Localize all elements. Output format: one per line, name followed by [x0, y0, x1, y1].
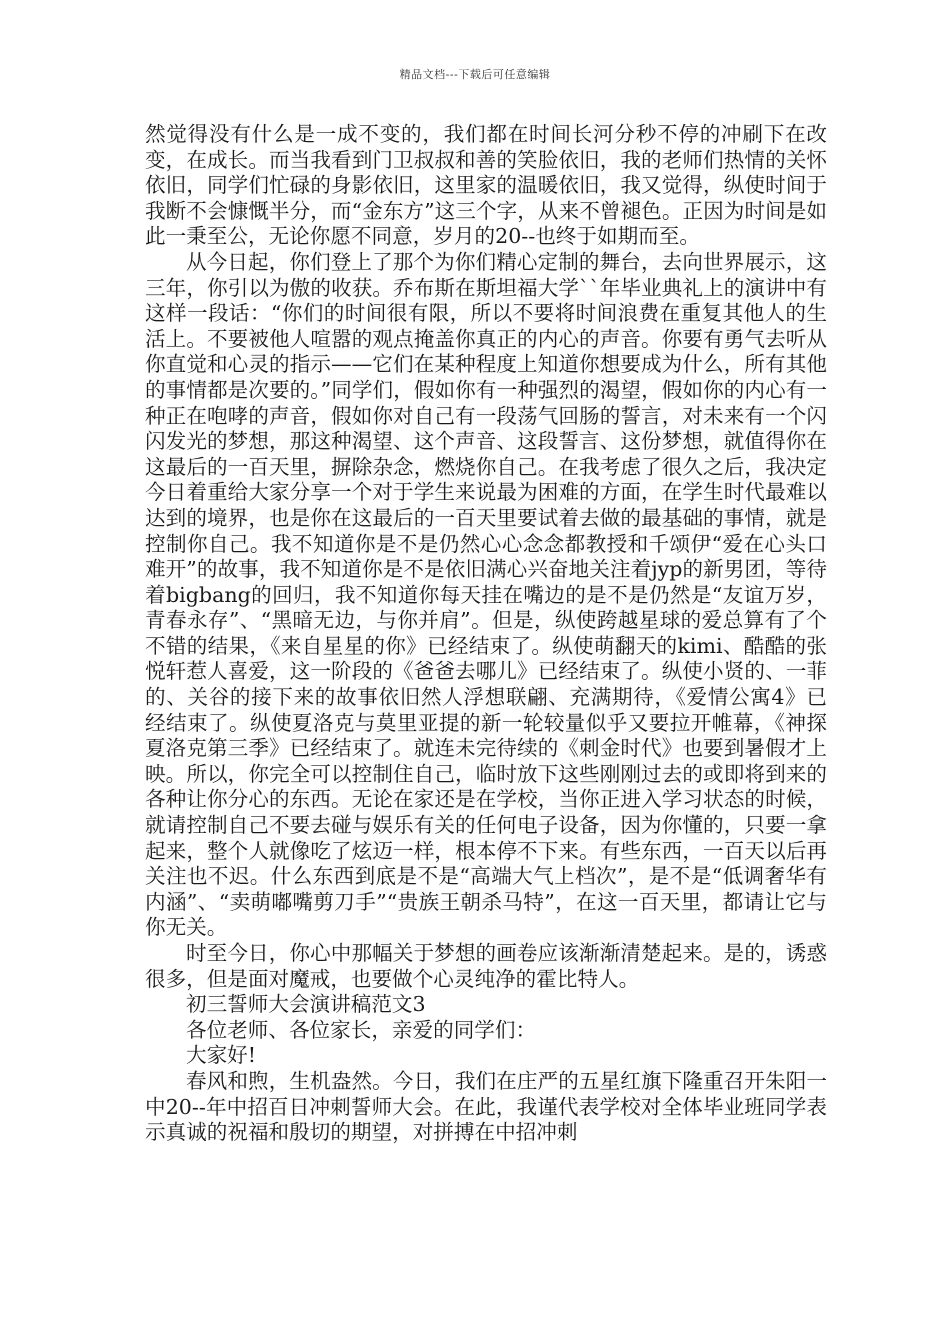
paragraph-2: 从今日起，你们登上了那个为你们精心定制的舞台，去向世界展示，这三年，你引以为傲的收获。乔布斯在斯坦福大学``年毕业典礼上的演讲中有这样一段话：“你们的时间很有限，所以不要将时间浪费在重复其他人的生活上。不要被他人喧嚣的观点掩盖你真正的内心的声音。你要有勇气去听从你直觉和心灵的指示——它们在某种程度上知道你想要成为什么，所有其他的事情都是次要的。”同学们，假如你有一种强烈的渴望，假如你的内心有一种正在咆哮的声音，假如你对自己有一段荡气回肠的誓言，对未来有一个闪闪发光的梦想，那这种渴望、这个声音、这段誓言、这份梦想，就值得你在这最后的一百天里，摒除杂念，燃烧你自己。在我考虑了很久之后，我决定今日着重给大家分享一个对于学生来说最为困难的方面，在学生时代最难以达到的境界，也是你在这最后的一百天里要试着去做的最基础的事情，就是控制你自己。我不知道你是不是仍然心心念念都教授和千颂伊“爱在心头口难开”的故事，我不知道你是不是依旧满心兴奋地关注着jyp的新男团，等待着bigbang的回归，我不知道你每天挂在嘴边的是不是仍然是“友谊万岁，青春永存”、“黑暗无边，与你并肩”。但是，纵使跨越星球的爱总算有了个不错的结果，《来自星星的你》已经结束了。纵使萌翻天的kimi、酷酷的张悦轩惹人喜爱，这一阶段的《爸爸去哪儿》已经结束了。纵使小贤的、一菲的、关谷的接下来的故事依旧然人浮想联翩、充满期待，《爱情公寓4》已经结束了。纵使夏洛克与莫里亚提的新一轮较量似乎又要拉开帷幕，《神探夏洛克第三季》已经结束了。就连未完待续的《刺金时代》也要到暑假才上映。所以，你完全可以控制住自己，临时放下这些刚刚过去的或即将到来的各种让你分心的东西。无论在家还是在学校，当你正进入学习状态的时候，就请控制自己不要去碰与娱乐有关的任何电子设备，因为你懂的，只要一拿起来，整个人就像吃了炫迈一样，根本停不下来。有些东西，一百天以后再关注也不迟。什么东西到底是不是“高端大气上档次”，是不是“低调奢华有内涵”、“卖萌嘟嘴剪刀手”“贵族王朝杀马特”，在这一百天里，都请让它与你无关。 [145, 249, 827, 940]
greeting: 大家好! [186, 1043, 257, 1068]
paragraph-3: 时至今日，你心中那幅关于梦想的画卷应该渐渐清楚起来。是的，诱惑很多，但是面对魔戒，也要做个心灵纯净的霍比特人。 [145, 941, 827, 991]
document-body [145, 122, 827, 1146]
paragraph-7: 春风和煦，生机盎然。今日，我们在庄严的五星红旗下隆重召开朱阳一中20--年中招百日冲刺誓师大会。在此，我谨代表学校对全体毕业班同学表示真诚的祝福和殷切的期望，对拼搏在中招冲刺 [145, 1068, 827, 1145]
paragraph-1: 然觉得没有什么是一成不变的，我们都在时间长河分秒不停的冲刷下在改变，在成长。而当我看到门卫叔叔和善的笑脸依旧，我的老师们热情的关怀依旧，同学们忙碌的身影依旧，这里家的温暖依旧，我又觉得，纵使时间于我断不会慷慨半分，而“金东方”这三个字，从来不曾褪色。正因为时间是如此一秉至公，无论你愿不同意，岁月的20--也终于如期而至。 [145, 122, 827, 249]
section-title: 初三誓师大会演讲稿范文3 [186, 992, 426, 1017]
page-header: 精品文档---下载后可任意编辑 [399, 68, 551, 81]
salutation: 各位老师、各位家长，亲爱的同学们： [186, 1017, 537, 1042]
